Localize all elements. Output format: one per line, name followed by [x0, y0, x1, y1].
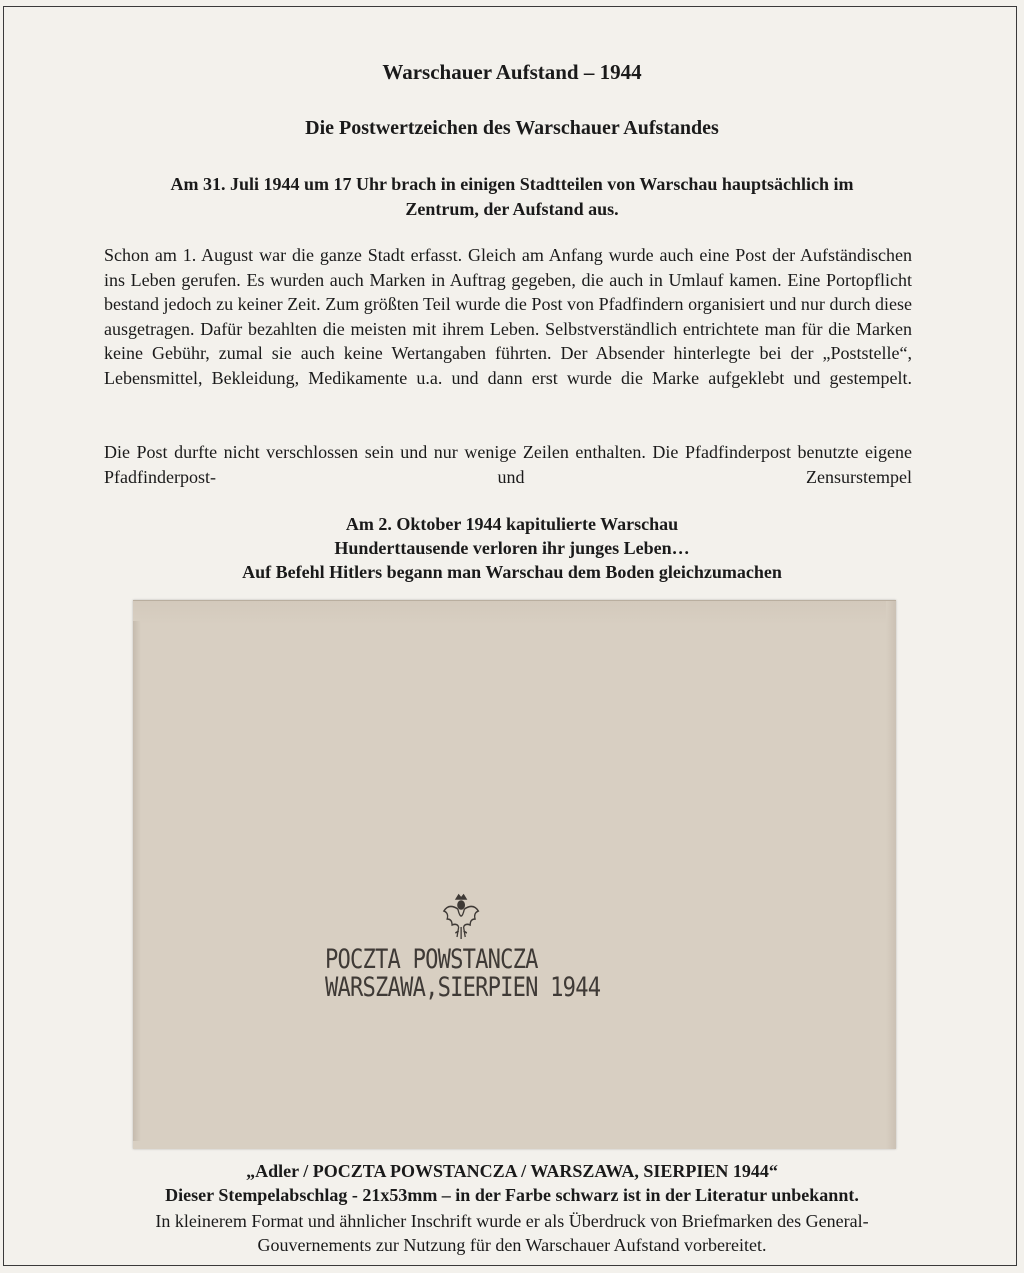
stamp-note-bold: Dieser Stempelabschlag - 21x53mm – in der Farbe schwarz ist in der Literatur unbekannt. — [165, 1185, 859, 1205]
envelope-flap — [133, 601, 896, 625]
body-paragraph-2: Die Post durfte nicht verschlossen sein und nur wenige Zeilen enthalten. Die Pfadfinderpost benutzte eigene Pfadfinderpost- und Zensurstempel — [104, 442, 912, 487]
eagle-icon — [442, 893, 480, 941]
closing-line: Hunderttausende verloren ihr junges Leben… — [334, 538, 690, 558]
stamp-line-1: POCZTA POWSTANCZA — [325, 944, 538, 975]
stamp-line-2: WARSZAWA,SIERPIEN 1944 — [325, 972, 601, 1003]
closing-line: Am 2. Oktober 1944 kapitulierte Warschau — [345, 514, 679, 534]
envelope-right-shadow — [886, 601, 896, 1149]
intro-line: Am 31. Juli 1944 um 17 Uhr brach in einigen Stadtteilen von Warschau hauptsächlich im — [170, 174, 854, 194]
postmark-stamp — [325, 893, 601, 1013]
intro-text — [90, 172, 934, 222]
body-paragraph-1: Schon am 1. August war die ganze Stadt erfasst. Gleich am Anfang wurde auch eine Post der Aufständischen ins Leben gerufen. Es wurden auch Marken in Auftrag gegeben, die auch in Umlauf kamen. Eine Portopflicht bestand jedoch zu keiner Zeit. Zum größten Teil wurde die Post von Pfadfindern organisiert und nur durch diese ausgetragen. Dafür bezahlten die meisten mit ihrem Leben. Selbstverständlich entrichtete man für die Marken keine Gebühr, zumal sie auch keine Wertangaben führten. Der Absender hinterlegte bei der „Poststelle“, Lebensmittel, Bekleidung, Medikamente u.a. und dann erst wurde die Marke aufgeklebt und gestempelt. — [104, 245, 912, 388]
envelope-left-shadow — [133, 621, 141, 1141]
stamp-caption: „Adler / POCZTA POWSTANCZA / WARSZAWA, SIERPIEN 1944“ — [246, 1161, 778, 1181]
closing-line: Auf Befehl Hitlers begann man Warschau dem Boden gleichzumachen — [242, 562, 782, 582]
page-subtitle: Die Postwertzeichen des Warschauer Aufstandes — [305, 117, 719, 139]
closing-text — [0, 512, 1024, 584]
envelope-image — [133, 600, 896, 1149]
intro-line: Zentrum, der Aufstand aus. — [405, 199, 619, 219]
stamp-note-line: Gouvernements zur Nutzung für den Warschauer Aufstand vorbereitet. — [257, 1235, 767, 1255]
page-title: Warschauer Aufstand – 1944 — [382, 60, 642, 84]
stamp-note — [0, 1209, 1024, 1257]
stamp-note-line: In kleinerem Format und ähnlicher Inschrift wurde er als Überdruck von Briefmarken des General- — [155, 1211, 869, 1231]
